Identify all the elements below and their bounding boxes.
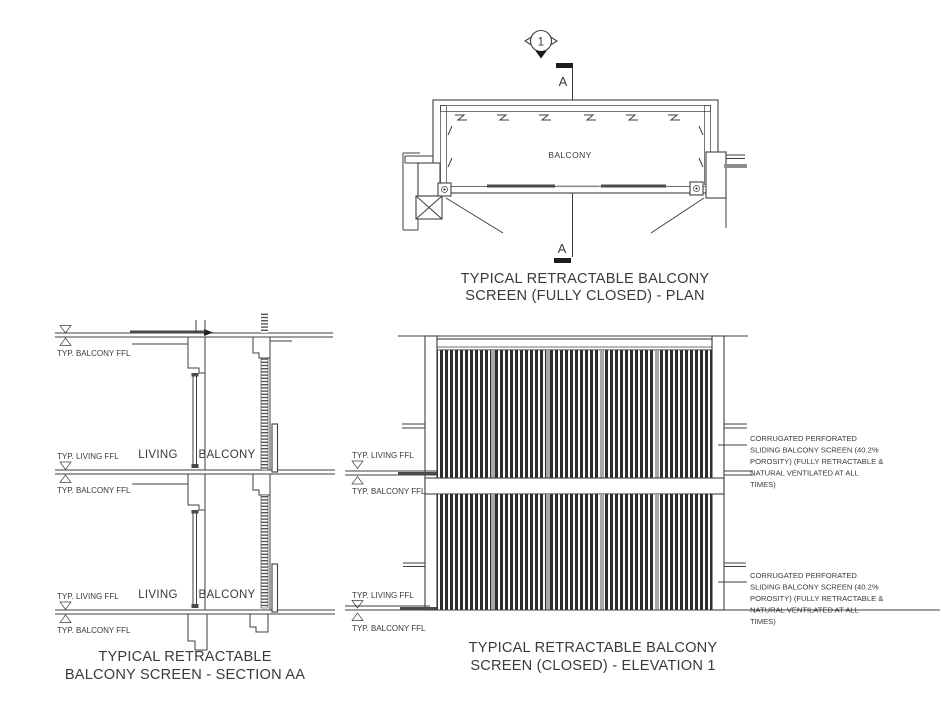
elevation-note-upper — [718, 434, 883, 489]
note-line: TIMES) — [750, 480, 776, 489]
ffl-label: TYP. BALCONY FFL — [57, 486, 131, 495]
section-balustrade-upper — [272, 424, 278, 472]
section-balustrade-lower — [272, 564, 278, 612]
note-line: SLIDING BALCONY SCREEN (40.2% — [750, 582, 879, 592]
view-marker-number: 1 — [537, 36, 545, 49]
ffl-label: TYP. BALCONY FFL — [57, 626, 131, 635]
elevation-note-lower — [718, 571, 883, 626]
section-cut-tick-bottom — [554, 258, 571, 263]
section-cut-label-bottom: A — [557, 241, 567, 256]
section-title-line2: BALCONY SCREEN - SECTION AA — [64, 667, 306, 683]
plan-room-label: BALCONY — [548, 150, 592, 160]
plan-left-screen-guide — [438, 183, 451, 196]
elevation-title-line2: SCREEN (CLOSED) - ELEVATION 1 — [470, 658, 716, 674]
note-line: TIMES) — [750, 617, 776, 626]
view-marker-arrow-icon — [536, 51, 547, 59]
plan-title-line2: SCREEN (FULLY CLOSED) - PLAN — [465, 288, 705, 304]
ffl-label: TYP. BALCONY FFL — [352, 487, 426, 496]
elevation-slab-band — [425, 478, 724, 494]
plan-right-screen-guide — [690, 182, 703, 195]
plan-title-line1: TYPICAL RETRACTABLE BALCONY — [460, 271, 710, 287]
room-label-balcony: BALCONY — [198, 449, 256, 461]
note-line: CORRUGATED PERFORATED — [750, 571, 857, 580]
section-bottom-beams — [188, 614, 268, 650]
section-title-line1: TYPICAL RETRACTABLE — [98, 649, 272, 665]
elevation-level-mid — [345, 451, 437, 496]
plan-left-column-xhatch — [416, 196, 442, 219]
ffl-label: TYP. LIVING FFL — [352, 591, 414, 600]
section-storey-lower — [132, 474, 278, 612]
note-line: POROSITY) (FULLY RETRACTABLE & — [750, 457, 884, 466]
note-line: POROSITY) (FULLY RETRACTABLE & — [750, 594, 884, 603]
section-screen-lower — [261, 495, 268, 608]
elevation-screen-upper — [437, 350, 712, 478]
section-storey-upper — [132, 337, 278, 472]
note-line: SLIDING BALCONY SCREEN (40.2% — [750, 445, 879, 455]
elevation-head-track — [437, 339, 712, 350]
ffl-label: TYP. BALCONY FFL — [352, 624, 426, 633]
elevation-title — [469, 640, 718, 674]
section-cut-label-top: A — [558, 74, 568, 89]
note-line: NATURAL VENTILATED AT ALL — [750, 605, 859, 615]
section-view — [55, 313, 335, 683]
plan-left-column — [418, 163, 440, 196]
note-line: NATURAL VENTILATED AT ALL — [750, 468, 859, 478]
ffl-label: TYP. LIVING FFL — [352, 451, 414, 460]
section-cut-tick-top — [556, 63, 573, 68]
plan-leader-lines — [446, 198, 704, 233]
ffl-label: TYP. LIVING FFL — [57, 592, 119, 601]
elevation-screen-lower — [437, 494, 712, 610]
ffl-label: TYP. LIVING FFL — [57, 452, 119, 461]
elevation-view-marker — [525, 31, 557, 59]
ffl-label: TYP. BALCONY FFL — [57, 349, 131, 358]
section-level-top — [57, 326, 131, 359]
elevation-title-line1: TYPICAL RETRACTABLE BALCONY — [468, 640, 718, 656]
section-title — [65, 649, 305, 683]
elevation-column-right — [712, 336, 724, 610]
plan-balcony-outline — [433, 100, 718, 193]
room-label-living: LIVING — [138, 449, 178, 461]
elevation-view — [345, 336, 940, 674]
section-screen-above — [261, 313, 268, 333]
section-slab-cut — [130, 331, 206, 334]
plan-view — [403, 31, 747, 305]
plan-right-column — [706, 152, 726, 198]
room-label-balcony: BALCONY — [198, 589, 256, 601]
room-label-living: LIVING — [138, 589, 178, 601]
plan-title — [461, 271, 710, 304]
section-screen-upper — [261, 358, 268, 470]
note-line: CORRUGATED PERFORATED — [750, 434, 857, 443]
